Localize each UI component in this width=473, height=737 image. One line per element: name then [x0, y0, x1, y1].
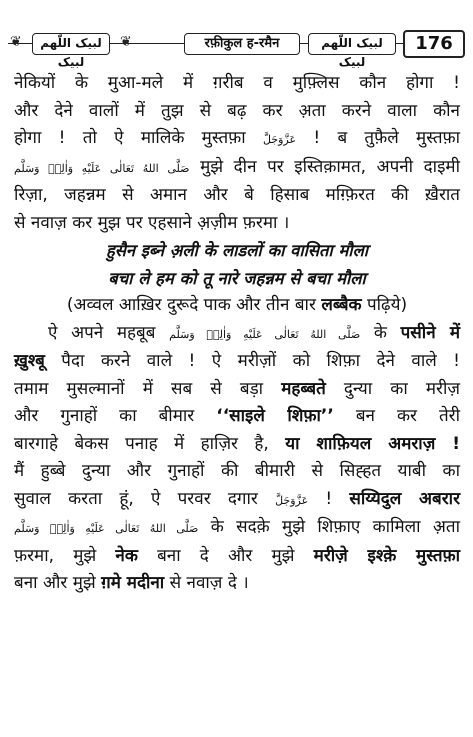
text-line: नेकियों के मुआ-मले में ग़रीब व मुफ़्लिस कौन होगा ! [14, 73, 460, 93]
text-line: (अव्वल आख़िर दुरूदे पाक और तीन बार लब्बैक पढ़िये) [66, 295, 408, 315]
text-line: ऐ अपने महबूब صَلَّى اللهُ تَعَالٰى عَلَيْهِ وَاٰلِهٖ وَسَلَّم के पसीने में [48, 322, 461, 343]
text-line: फ़रमा, मुझे नेक बना दे और मुझे मरीज़े इश्क़े मुस्तफ़ा [14, 545, 461, 566]
emblem-left: لبیک اللّٰھم لبیک [32, 33, 110, 55]
book-title: रफ़ीकुल ह-रमैन [184, 33, 300, 55]
text-line: होगा ! तो ऐ मालिके मुस्तफ़ा عَزَّوَجَلَّ ! ब तुफ़ैले मुस्तफ़ा [14, 128, 461, 148]
arabic-honorific: صَلَّى اللهُ تَعَالٰى عَلَيْهِ وَاٰلِهٖ وَسَلَّم [14, 522, 199, 535]
text-line: बारगाहे बेकस पनाह में हाज़िर है, या शाफ़ियल अमराज़ ! [14, 433, 460, 454]
emblem-right: لبیک اللّٰھم لبیک [308, 33, 396, 55]
text-line: सुवाल करता हूं, ऐ परवर दगार عَزَّوَجَلَّ ! सय्यिदुल अबरार [14, 488, 461, 509]
text-line: मैं हुब्बे दुन्या और गुनाहों की बीमारी से सिह्हत याबी का [14, 461, 460, 481]
arabic-honorific: عَزَّوَجَلَّ [262, 133, 297, 146]
text-line: बना और मुझे ग़मे मदीना से नवाज़ दे । [14, 573, 249, 593]
text-line: صَلَّى اللهُ تَعَالٰى عَلَيْهِ وَاٰلِهٖ وَسَلَّم के सदक़े मुझे शिफ़ाए कामिला अ़ता [14, 517, 461, 537]
verse-line: हुसैन इब्ने अ़ली के लाडलों का वासिता मौला [105, 241, 369, 260]
page-header [8, 30, 465, 69]
text-line: और देने वालों में तुझ से बढ़ कर अ़ता करने वाला कौन [14, 100, 460, 121]
verse-line: बचा ले हम को तू नारे जहन्नम से बचा मौला [108, 268, 366, 288]
text-line: से नवाज़ कर मुझ पर एहसाने अ़ज़ीम फ़रमा । [14, 212, 290, 233]
page-body [14, 70, 460, 598]
ornament-icon: ❦ [120, 34, 132, 50]
text-line: रिज़ा, जहन्नम से अमान और बे हिसाब मग़्फ़िरत की ख़ैरात [14, 185, 460, 205]
arabic-honorific: عَزَّوَجَلَّ [275, 493, 309, 507]
ornament-icon: ❦ [10, 34, 22, 50]
arabic-honorific: صَلَّى اللهُ تَعَالٰى عَلَيْهِ وَاٰلِهٖ وَسَلَّم [169, 327, 361, 341]
text-line: ख़ुश्बू पैदा करने वाले ! ऐ मरीज़ों को शिफ़ा देने वाले ! [14, 351, 461, 371]
arabic-honorific: صَلَّى اللهُ تَعَالٰى عَلَيْهِ وَاٰلِهٖ وَسَلَّم [14, 161, 190, 175]
text-line: और गुनाहों का बीमार ‘‘साइले शिफ़ा’’ बन कर तेरी [14, 406, 461, 426]
text-line: صَلَّى اللهُ تَعَالٰى عَلَيْهِ وَاٰلِهٖ وَسَلَّم मुझे दीन पर इस्तिक़ामत, अपनी दाइमी [14, 156, 460, 177]
text-line: तमाम मुसल्मानों में सब से बड़ा महब्बते दुन्या का मरीज़ [14, 378, 460, 399]
page-number: 176 [403, 30, 465, 58]
